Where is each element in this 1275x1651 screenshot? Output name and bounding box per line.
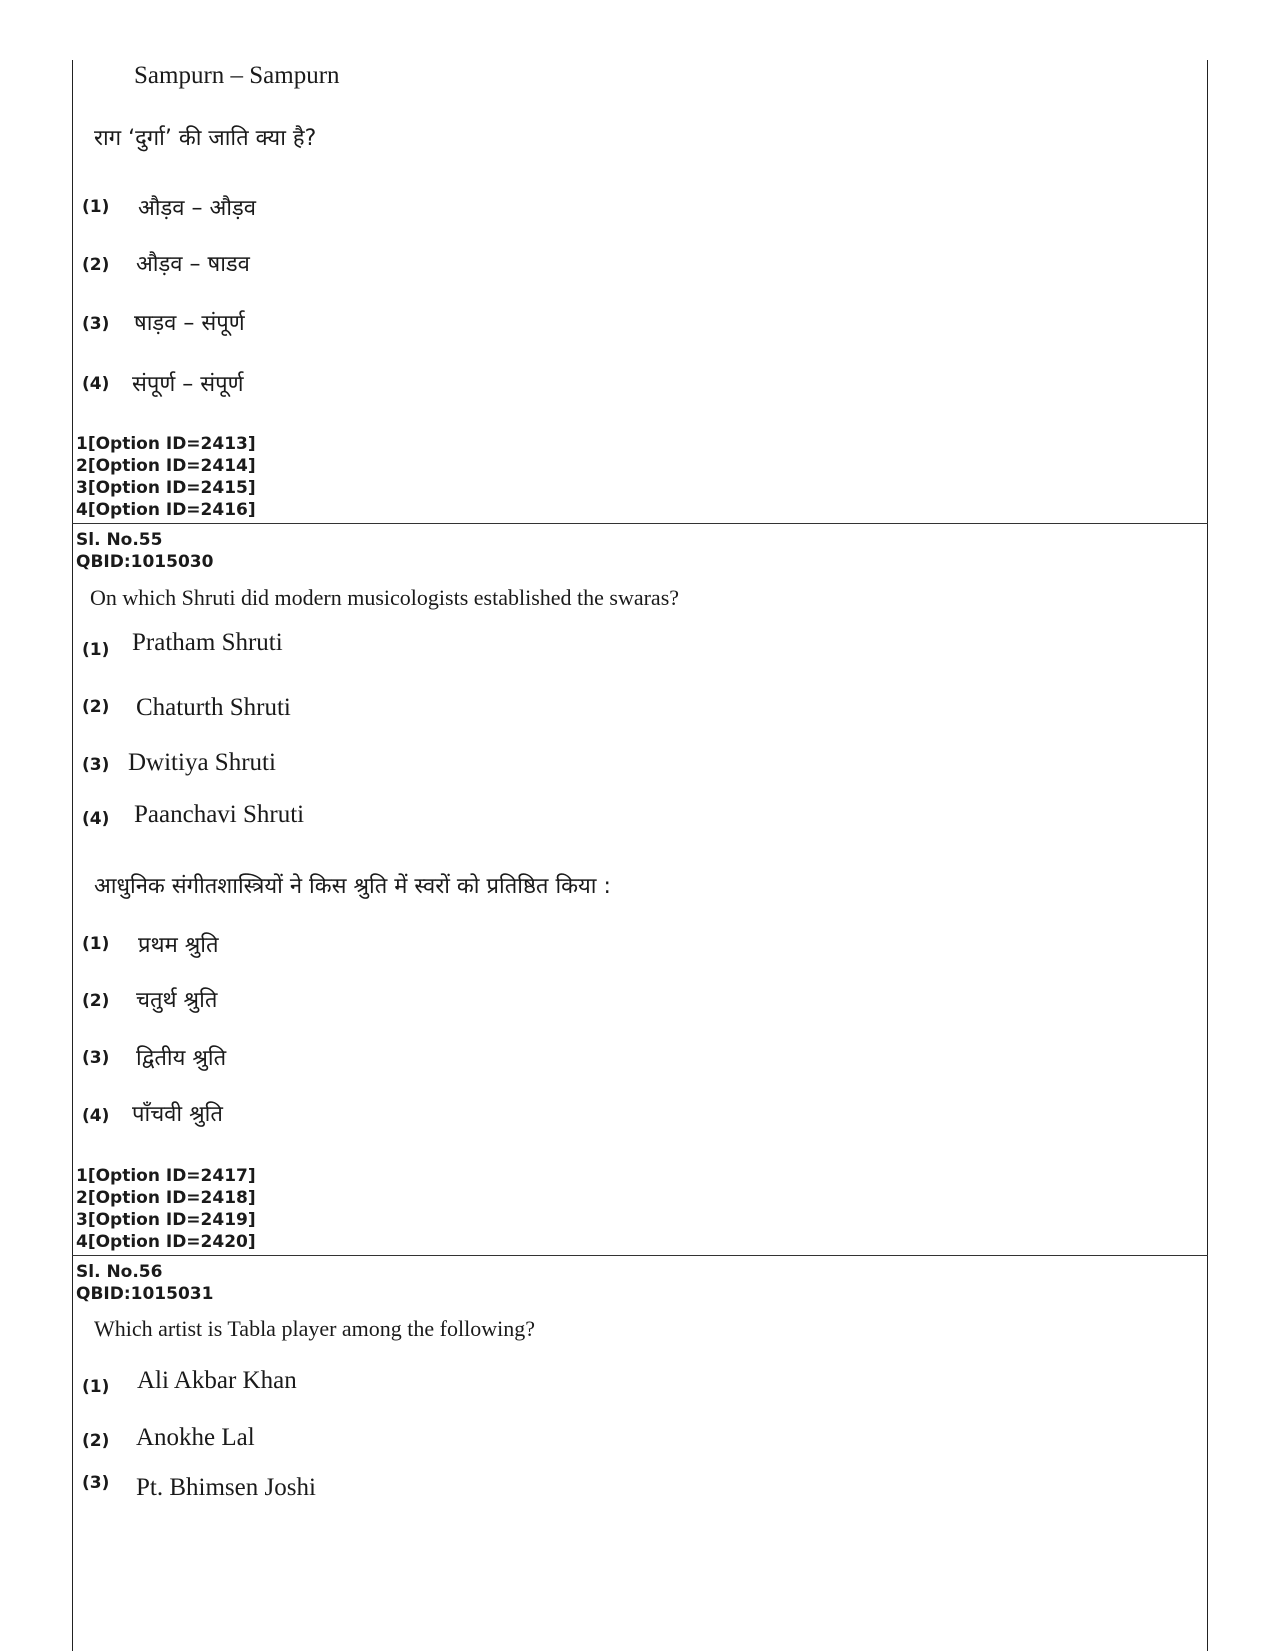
english-question: On which Shruti did modern musicologists established the swaras? [90,585,680,610]
english-option-text: Dwitiya Shruti [128,749,276,776]
option-label: (4) [82,374,110,394]
option-label: (2) [82,1431,110,1451]
sl-no: Sl. No.56 [76,1262,163,1282]
english-question: Which artist is Tabla player among the following? [94,1316,535,1341]
sl-no: Sl. No.55 [76,530,163,550]
hindi-option-text: औड़व – षाडव [136,252,250,277]
option-label: (3) [82,755,110,775]
option-label: (1) [82,1377,110,1397]
qbid: QBID:1015031 [76,1284,214,1304]
option-label: (1) [82,640,110,660]
option-ids [76,1165,256,1253]
option-label: (3) [82,1473,110,1493]
english-option-text: Pt. Bhimsen Joshi [136,1474,316,1501]
hindi-option-text: पाँचवी श्रुति [132,1102,223,1127]
option-label: (2) [82,697,110,717]
option-id-line: 2[Option ID=2414] [76,456,256,476]
option-ids [76,433,256,521]
hindi-question: आधुनिक संगीतशास्त्रियों ने किस श्रुति में स्वरों को प्रतिष्ठित किया : [94,874,611,899]
option-label: (3) [82,1048,110,1068]
qbid: QBID:1015030 [76,552,214,572]
english-option-text: Ali Akbar Khan [137,1367,297,1394]
english-option-text: Pratham Shruti [132,629,283,656]
option-label: (4) [82,809,110,829]
option-id-line: 1[Option ID=2417] [76,1166,256,1186]
option-id-line: 3[Option ID=2419] [76,1210,256,1230]
option-id-line: 1[Option ID=2413] [76,434,256,454]
option-label: (3) [82,314,110,334]
english-option-text: Chaturth Shruti [136,694,291,721]
hindi-option-text: द्वितीय श्रुति [136,1046,227,1071]
option-id-line: 2[Option ID=2418] [76,1188,256,1208]
option-id-line: 4[Option ID=2420] [76,1232,256,1252]
hindi-option-text: औड़व – औड़व [138,196,257,221]
hindi-option-text: षाड़व – संपूर्ण [134,311,245,336]
option-label: (2) [82,255,110,275]
option-id-line: 3[Option ID=2415] [76,478,256,498]
english-option-text: Anokhe Lal [136,1424,255,1451]
option-label: (2) [82,991,110,1011]
hindi-option-text: चतुर्थ श्रुति [136,988,218,1013]
hindi-option-text: प्रथम श्रुति [138,933,219,958]
question-divider [72,1255,1208,1256]
page-frame [72,60,1208,1651]
option-label: (1) [82,197,110,217]
hindi-option-text: संपूर्ण – संपूर्ण [132,372,244,397]
option-label: (4) [82,1106,110,1126]
question-divider [72,523,1208,524]
hindi-question: राग ‘दुर्गा’ की जाति क्या है? [94,126,317,151]
option-label: (1) [82,934,110,954]
option-id-line: 4[Option ID=2416] [76,500,256,520]
answer-tail-text: Sampurn – Sampurn [134,62,340,89]
question-header [76,529,213,573]
english-option-text: Paanchavi Shruti [134,801,305,828]
question-header [76,1261,213,1305]
